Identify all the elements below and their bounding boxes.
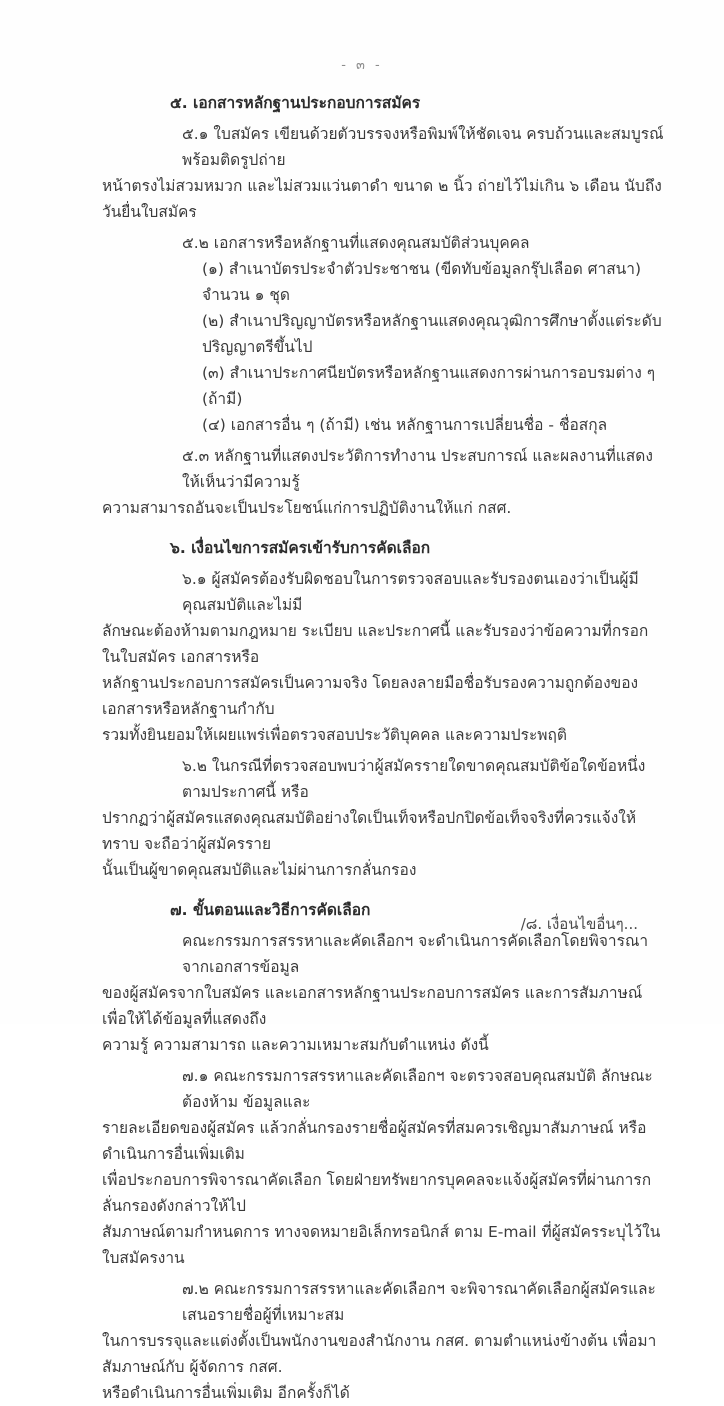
section-heading: ๖. เงื่อนไขการสมัครเข้ารับการคัดเลือก (170, 539, 431, 557)
doc-line: ของผู้สมัครจากใบสมัคร และเอกสารหลักฐานประกอบการสมัคร และการสัมภาษณ์ เพื่อให้ได้ข้อมูลที่แสดงถึง (102, 984, 643, 1028)
doc-line: หลักฐานประกอบการสมัครเป็นความจริง โดยลงลายมือชื่อรับรองความถูกต้องของเอกสารหรือหลักฐานกำกับ (102, 674, 639, 718)
doc-line: ๗.๑ คณะกรรมการสรรหาและคัดเลือกฯ จะตรวจสอบคุณสมบัติ ลักษณะต้องห้าม ข้อมูลและ (182, 1067, 653, 1111)
section-heading: ๗. ขั้นตอนและวิธีการคัดเลือก (170, 901, 371, 919)
doc-line: ๕.๒ เอกสารหรือหลักฐานที่แสดงคุณสมบัติส่วนบุคคล (182, 234, 530, 252)
page-number: - ๓ - (341, 58, 383, 73)
doc-line: ในการบรรจุและแต่งตั้งเป็นพนักงานของสำนักงาน กสศ. ตามตำแหน่งข้างต้น เพื่อมาสัมภาษณ์กับ ผู้จัดการ กสศ. (102, 1332, 657, 1376)
doc-line: สัมภาษณ์ตามกำหนดการ ทางจดหมายอิเล็กทรอนิกส์ ตาม E-mail ที่ผู้สมัครระบุไว้ในใบสมัครงาน (102, 1223, 661, 1267)
doc-line: นั้นเป็นผู้ขาดคุณสมบัติและไม่ผ่านการกลั่นกรอง (102, 861, 417, 879)
doc-line: ๕.๑ ใบสมัคร เขียนด้วยตัวบรรจงหรือพิมพ์ให้ชัดเจน ครบถ้วนและสมบูรณ์ พร้อมติดรูปถ่าย (182, 125, 664, 169)
continuation-note: /๘. เงื่อนไขอื่นๆ... (520, 915, 638, 933)
doc-line: (๒) สำเนาปริญญาบัตรหรือหลักฐานแสดงคุณวุฒิการศึกษาตั้งแต่ระดับปริญญาตรีขึ้นไป (202, 312, 662, 356)
doc-line: (๔) เอกสารอื่น ๆ (ถ้ามี) เช่น หลักฐานการเปลี่ยนชื่อ - ชื่อสกุล (202, 416, 608, 434)
doc-line: รายละเอียดของผู้สมัคร แล้วกลั่นกรองรายชื่อผู้สมัครที่สมควรเชิญมาสัมภาษณ์ หรือดำเนินการอื่นเพิ่มเติม (102, 1119, 647, 1163)
doc-line: คณะกรรมการสรรหาและคัดเลือกฯ จะดำเนินการคัดเลือกโดยพิจารณาจากเอกสารข้อมูล (182, 932, 649, 976)
doc-line: ๕.๓ หลักฐานที่แสดงประวัติการทำงาน ประสบการณ์ และผลงานที่แสดงให้เห็นว่ามีความรู้ (182, 447, 653, 491)
doc-line: ปรากฏว่าผู้สมัครแสดงคุณสมบัติอย่างใดเป็นเท็จหรือปกปิดข้อเท็จจริงที่ควรแจ้งให้ทราบ จะถือว่าผู้สมัครราย (102, 809, 637, 853)
doc-line: (๑) สำเนาบัตรประจำตัวประชาชน (ขีดทับข้อมูลกรุ๊ปเลือด ศาสนา) จำนวน ๑ ชุด (202, 260, 642, 304)
document-body (102, 90, 664, 1406)
doc-line: ๖.๑ ผู้สมัครต้องรับผิดชอบในการตรวจสอบและรับรองตนเองว่าเป็นผู้มีคุณสมบัติและไม่มี (182, 570, 639, 614)
doc-line: ความสามารถอันจะเป็นประโยชน์แก่การปฏิบัติงานให้แก่ กสศ. (102, 499, 512, 517)
doc-line: หน้าตรงไม่สวมหมวก และไม่สวมแว่นตาดำ ขนาด ๒ นิ้ว ถ่ายไว้ไม่เกิน ๖ เดือน นับถึงวันยื่นใบสมัคร (102, 177, 662, 221)
doc-line: ความรู้ ความสามารถ และความเหมาะสมกับตำแหน่ง ดังนี้ (102, 1036, 489, 1054)
doc-line: ลักษณะต้องห้ามตามกฎหมาย ระเบียบ และประกาศนี้ และรับรองว่าข้อความที่กรอกในใบสมัคร เอกสารหรือ (102, 622, 649, 666)
doc-line: รวมทั้งยินยอมให้เผยแพร่เพื่อตรวจสอบประวัติบุคคล และความประพฤติ (102, 726, 567, 744)
section-heading: ๕. เอกสารหลักฐานประกอบการสมัคร (170, 94, 421, 112)
doc-line: ๗.๒ คณะกรรมการสรรหาและคัดเลือกฯ จะพิจารณาคัดเลือกผู้สมัครและเสนอรายชื่อผู้ที่เหมาะสม (182, 1280, 656, 1324)
doc-line: หรือดำเนินการอื่นเพิ่มเติม อีกครั้งก็ได้ (102, 1384, 350, 1402)
doc-line: (๓) สำเนาประกาศนียบัตรหรือหลักฐานแสดงการผ่านการอบรมต่าง ๆ (ถ้ามี) (202, 364, 656, 408)
doc-line: ๖.๒ ในกรณีที่ตรวจสอบพบว่าผู้สมัครรายใดขาดคุณสมบัติข้อใดข้อหนึ่งตามประกาศนี้ หรือ (182, 757, 646, 801)
doc-line: เพื่อประกอบการพิจารณาคัดเลือก โดยฝ่ายทรัพยากรบุคคลจะแจ้งผู้สมัครที่ผ่านการกลั่นกรองดังกล่าวให้ไป (102, 1171, 652, 1215)
